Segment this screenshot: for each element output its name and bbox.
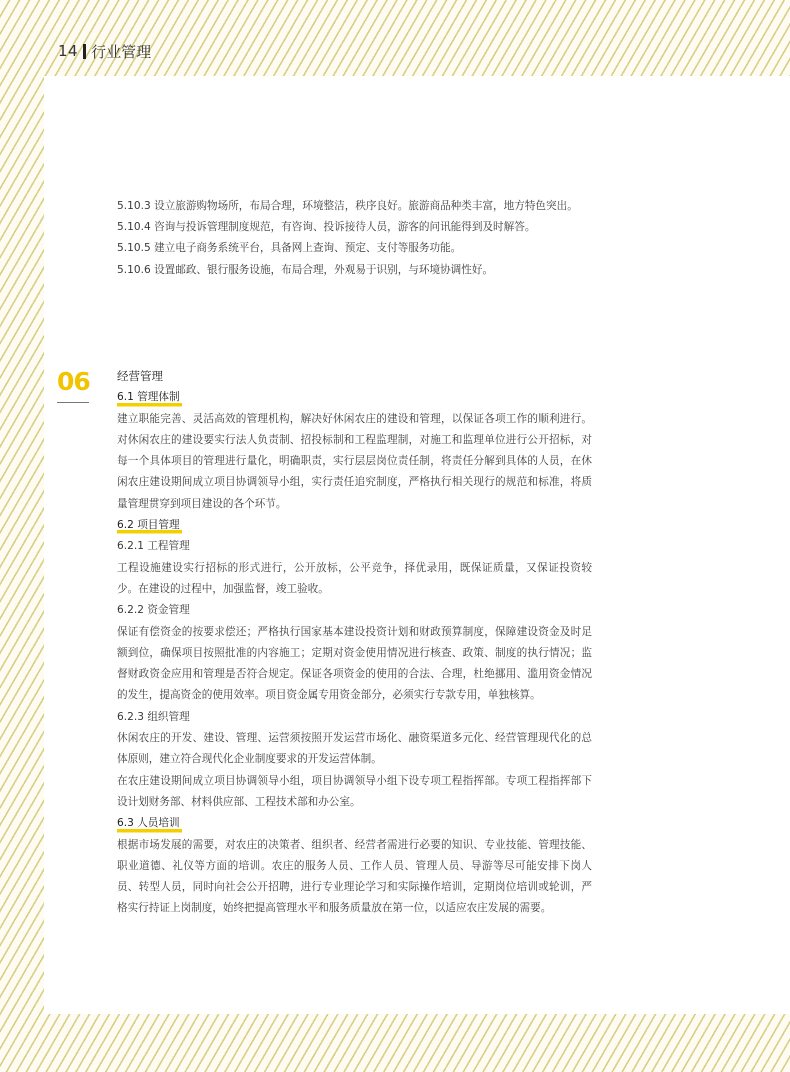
heading-6-3: 6.3 人员培训 <box>117 813 182 834</box>
paragraph-6-3: 根据市场发展的需要，对农庄的决策者、组织者、经营者需进行必要的知识、专业技能、管理技能、职业道德、礼仪等方面的培训。农庄的服务人员、工作人员、管理人员、导游等尽可能安排下岗人员、转型人员，同时向社会公开招聘，进行专业理论学习和实际操作培训，定期岗位培训或轮训，严格实行持证上岗制度，始终把提高管理水平和服务质量放在第一位，以适应农庄发展的需要。 <box>117 838 592 915</box>
item-5-10-5: 5.10.5 建立电子商务系统平台，具备网上查询、预定、支付等服务功能。 <box>117 242 462 255</box>
paragraph-6-2-2: 保证有偿资金的按要求偿还；严格执行国家基本建设投资计划和财政预算制度，保障建设资金及时足额到位，确保项目按照批准的内容施工；定期对资金使用情况进行核查、政策、制度的执行情况；监督财政资金应用和管理是否符合规定。保证各项资金的使用的合法、合理，杜绝挪用、滥用资金情况的发生，提高资金的使用效率。项目资金属专用资金部分，必须实行专款专用，单独核算。 <box>117 625 592 702</box>
section-6 <box>117 366 592 920</box>
item-5-10-6: 5.10.6 设置邮政、银行服务设施，布局合理，外观易于识别，与环境协调性好。 <box>117 263 494 276</box>
paragraph-6-1: 建立职能完善、灵活高效的管理机构，解决好休闲农庄的建设和管理，以保证各项工作的顺利进行。对休闲农庄的建设要实行法人负责制、招投标制和工程监理制，对施工和监理单位进行公开招标，对每一个具体项目的管理进行量化，明确职责，实行层层岗位责任制，将责任分解到具体的人员，在休闲农庄建设期间成立项目协调领导小组，实行责任追究制度，严格执行相关现行的规范和标准，将质量管理贯穿到项目建设的各个环节。 <box>117 412 592 510</box>
heading-6-2: 6.2 项目管理 <box>117 515 182 536</box>
heading-6-1: 6.1 管理体制 <box>117 387 182 408</box>
section-5-10-list <box>117 196 592 281</box>
section-number: 06 <box>57 367 90 396</box>
item-5-10-4: 5.10.4 咨询与投诉管理制度规范，有咨询、投诉接待人员，游客的问讯能得到及时解答。 <box>117 221 536 234</box>
heading-6-2-3: 6.2.3 组织管理 <box>117 710 190 723</box>
section-number-underline <box>57 402 89 403</box>
paragraph-6-2-3a: 休闲农庄的开发、建设、管理、运营须按照开发运营市场化、融资渠道多元化、经营管理现代化的总体原则，建立符合现代化企业制度要求的开发运营体制。 <box>117 732 592 766</box>
page-header <box>58 40 151 62</box>
page-number: 14 <box>58 42 79 60</box>
heading-6-2-2: 6.2.2 资金管理 <box>117 604 190 617</box>
paragraph-6-2-3b: 在农庄建设期间成立项目协调领导小组，项目协调领导小组下设专项工程指挥部。专项工程指挥部下设计划财务部、材料供应部、工程技术部和办公室。 <box>117 774 592 808</box>
item-5-10-3: 5.10.3 设立旅游购物场所，布局合理，环境整洁，秩序良好。旅游商品种类丰富，地方特色突出。 <box>117 200 578 212</box>
heading-6-2-1: 6.2.1 工程管理 <box>117 540 190 553</box>
header-divider <box>83 44 86 59</box>
section-title: 经营管理 <box>117 369 163 383</box>
header-section-title: 行业管理 <box>91 42 152 61</box>
paragraph-6-2-1: 工程设施建设实行招标的形式进行，公开放标，公平竞争，择优录用，既保证质量，又保证投资较少。在建设的过程中，加强监督，竣工验收。 <box>117 561 592 595</box>
